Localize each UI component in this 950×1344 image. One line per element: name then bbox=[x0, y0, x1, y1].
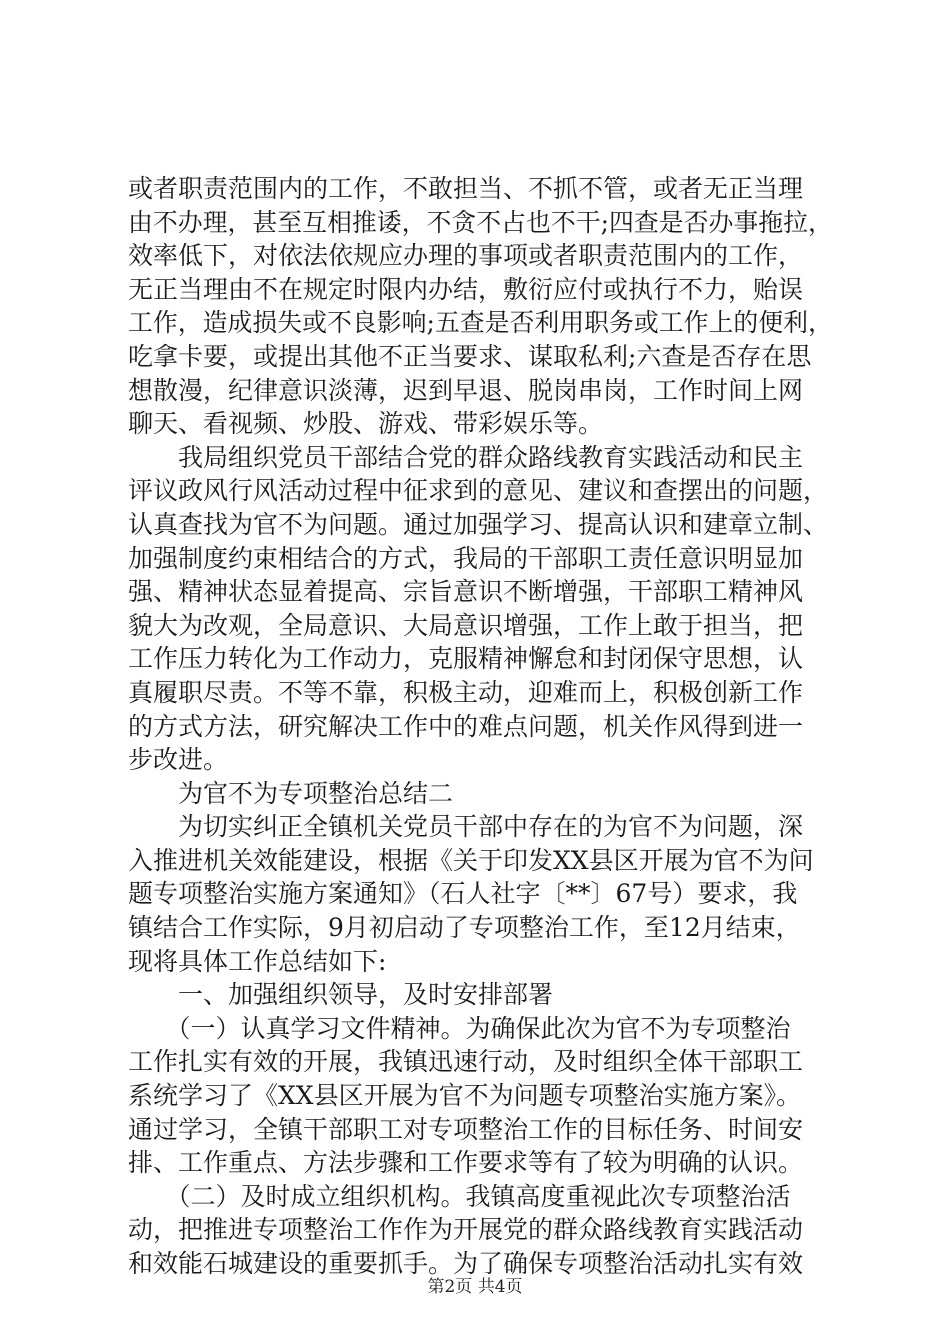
text-line: 镇结合工作实际，9月初启动了专项整治工作，至12月结束， bbox=[128, 913, 801, 943]
text-line: 效率低下，对依法依规应办理的事项或者职责范围内的工作， bbox=[128, 241, 804, 271]
text-line: （一）认真学习文件精神。为确保此次为官不为专项整治 bbox=[128, 1013, 791, 1043]
text-line: 步改进。 bbox=[128, 745, 229, 775]
text-line: 加强制度约束相结合的方式，我局的干部职工责任意识明显加 bbox=[128, 543, 804, 573]
text-line: 工作扎实有效的开展，我镇迅速行动，及时组织全体干部职工 bbox=[128, 1047, 804, 1077]
text-line: 聊天、看视频、炒股、游戏、带彩娱乐等。 bbox=[128, 409, 604, 439]
text-line: 通过学习，全镇干部职工对专项整治工作的目标任务、时间安 bbox=[128, 1114, 804, 1144]
text-line: 入推进机关效能建设，根据《关于印发XX县区开展为官不为问 bbox=[128, 845, 814, 875]
text-line: 一、加强组织领导，及时安排部署 bbox=[128, 980, 554, 1010]
text-line: 真履职尽责。不等不靠，积极主动，迎难而上，积极创新工作 bbox=[128, 677, 804, 707]
text-line: 为官不为专项整治总结二 bbox=[128, 778, 454, 808]
text-line: 我局组织党员干部结合党的群众路线教育实践活动和民主 bbox=[128, 442, 804, 472]
text-line: （二）及时成立组织机构。我镇高度重视此次专项整治活 bbox=[128, 1181, 791, 1211]
text-line: 貌大为改观，全局意识、大局意识增强，工作上敢于担当，把 bbox=[128, 610, 804, 640]
text-line: 的方式方法，研究解决工作中的难点问题，机关作风得到进一 bbox=[128, 711, 804, 741]
text-line: 工作，造成损失或不良影响;五查是否利用职务或工作上的便利， bbox=[128, 308, 833, 338]
text-line: 现将具体工作总结如下: bbox=[128, 946, 387, 976]
text-line: 由不办理，甚至互相推诿，不贪不占也不干;四查是否办事拖拉， bbox=[128, 207, 833, 237]
page-number-footer: 第2页 共4页 bbox=[427, 1277, 523, 1297]
text-line: 强、精神状态显着提高、宗旨意识不断增强，干部职工精神风 bbox=[128, 577, 804, 607]
text-line: 认真查找为官不为问题。通过加强学习、提高认识和建章立制、 bbox=[128, 509, 829, 539]
text-line: 题专项整治实施方案通知》（石人社字〔**〕67号）要求，我 bbox=[128, 879, 798, 909]
text-line: 无正当理由不在规定时限内办结，敷衍应付或执行不力，贻误 bbox=[128, 274, 804, 304]
text-line: 系统学习了《XX县区开展为官不为问题专项整治实施方案》。 bbox=[128, 1081, 802, 1111]
document-body bbox=[128, 172, 833, 1281]
text-line: 排、工作重点、方法步骤和工作要求等有了较为明确的认识。 bbox=[128, 1148, 804, 1178]
text-line: 或者职责范围内的工作，不敢担当、不抓不管，或者无正当理 bbox=[128, 174, 804, 203]
text-line: 评议政风行风活动过程中征求到的意见、建议和查摆出的问题， bbox=[128, 476, 829, 506]
text-line: 工作压力转化为工作动力，克服精神懈怠和封闭保守思想，认 bbox=[128, 644, 804, 674]
text-line: 动，把推进专项整治工作作为开展党的群众路线教育实践活动 bbox=[128, 1215, 804, 1245]
text-line: 想散漫，纪律意识淡薄，迟到早退、脱岗串岗，工作时间上网 bbox=[128, 375, 804, 405]
text-line: 吃拿卡要，或提出其他不正当要求、谋取私利;六查是否存在思 bbox=[128, 341, 812, 371]
text-line: 和效能石城建设的重要抓手。为了确保专项整治活动扎实有效 bbox=[128, 1249, 804, 1278]
text-line: 为切实纠正全镇机关党员干部中存在的为官不为问题，深 bbox=[128, 812, 804, 842]
